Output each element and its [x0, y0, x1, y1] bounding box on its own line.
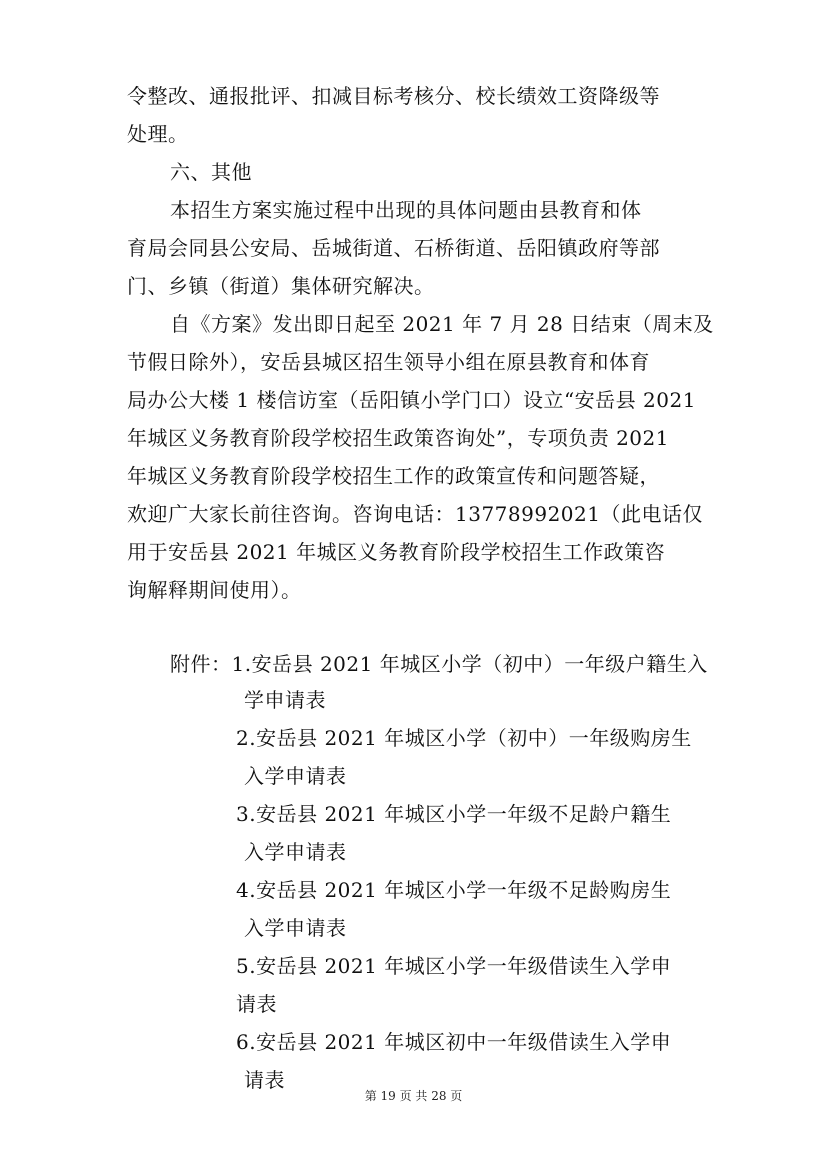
- attachment-item: 5.安岳县 2021 年城区小学一年级借读生入学申: [236, 954, 672, 978]
- attachment-item: 附件：1.安岳县 2021 年城区小学（初中）一年级户籍生入: [170, 652, 708, 676]
- attachment-item-continued: 入学申请表: [244, 916, 347, 940]
- paragraph-line: 门、乡镇（街道）集体研究解决。: [127, 274, 435, 298]
- attachment-item: 2.安岳县 2021 年城区小学（初中）一年级购房生: [236, 726, 692, 750]
- attachment-item: 6.安岳县 2021 年城区初中一年级借读生入学申: [236, 1030, 672, 1054]
- attachment-item: 4.安岳县 2021 年城区小学一年级不足龄购房生: [236, 878, 672, 902]
- paragraph-line: 询解释期间使用）。: [127, 578, 302, 602]
- paragraph-line: 节假日除外），安岳县城区招生领导小组在原县教育和体育: [127, 350, 650, 374]
- paragraph-line: 处理。: [127, 122, 189, 146]
- attachment-item-continued: 入学申请表: [244, 764, 347, 788]
- page-number-footer: 第 19 页 共 28 页: [364, 1089, 463, 1103]
- paragraph-line: 本招生方案实施过程中出现的具体问题由县教育和体: [170, 198, 642, 222]
- attachment-item-continued: 学申请表: [244, 688, 326, 712]
- section-heading: 六、其他: [170, 160, 252, 184]
- paragraph-line: 局办公大楼 1 楼信访室（岳阳镇小学门口）设立“安岳县 2021: [127, 388, 696, 412]
- paragraph-line: 自《方案》发出即日起至 2021 年 7 月 28 日结束（周末及: [170, 312, 714, 336]
- paragraph-line: 令整改、通报批评、扣减目标考核分、校长绩效工资降级等: [127, 84, 660, 108]
- paragraph-line: 年城区义务教育阶段学校招生工作的政策宣传和问题答疑，: [127, 464, 660, 488]
- attachment-item-continued: 入学申请表: [244, 840, 347, 864]
- paragraph-line: 育局会同县公安局、岳城街道、石桥街道、岳阳镇政府等部: [127, 236, 660, 260]
- attachment-item-continued: 请表: [244, 1068, 285, 1092]
- paragraph-line: 用于安岳县 2021 年城区义务教育阶段学校招生工作政策咨: [127, 540, 666, 564]
- attachment-item-continued: 请表: [236, 992, 277, 1016]
- attachment-item: 3.安岳县 2021 年城区小学一年级不足龄户籍生: [236, 802, 672, 826]
- paragraph-line: 年城区义务教育阶段学校招生政策咨询处”，专项负责 2021: [127, 426, 669, 450]
- paragraph-line: 欢迎广大家长前往咨询。咨询电话：13778992021（此电话仅: [127, 502, 703, 526]
